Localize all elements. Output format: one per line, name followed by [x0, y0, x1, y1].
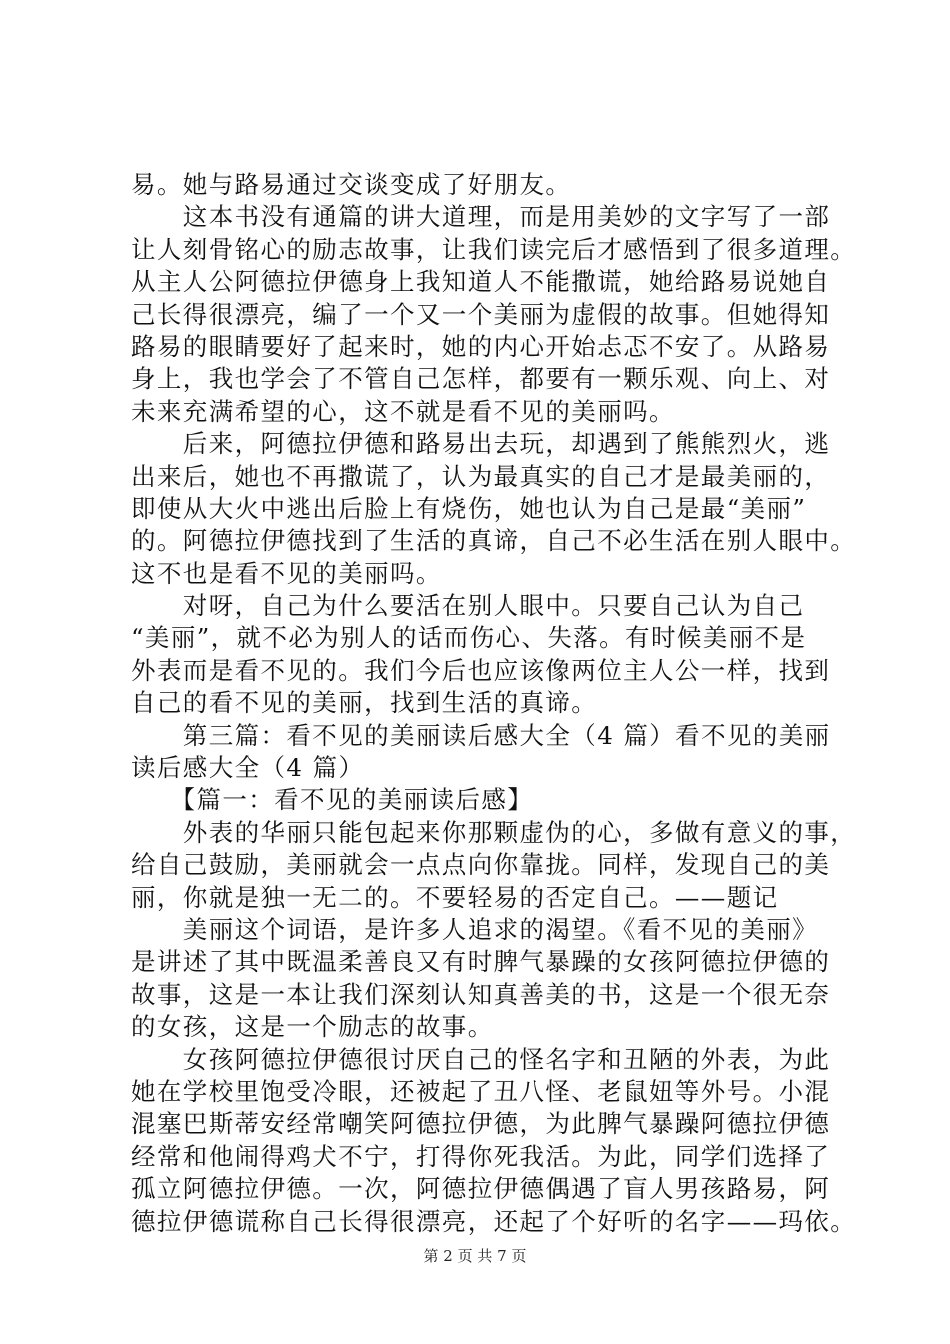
- text-line: 丽，你就是独一无二的。不要轻易的否定自己。——题记: [131, 882, 779, 912]
- text-line: 自己的看不见的美丽，找到生活的真谛。: [131, 688, 598, 718]
- text-line: 的。阿德拉伊德找到了生活的真谛，自己不必生活在别人眼中。: [131, 526, 857, 556]
- text-line: 易。她与路易通过交谈变成了好朋友。: [131, 170, 572, 199]
- text-line: 这本书没有通篇的讲大道理，而是用美妙的文字写了一部: [131, 202, 831, 232]
- text-line: 经常和他闹得鸡犬不宁，打得你死我活。为此，同学们选择了: [131, 1141, 831, 1171]
- text-line: 对呀，自己为什么要活在别人眼中。只要自己认为自己: [131, 591, 805, 621]
- text-line: 孤立阿德拉伊德。一次，阿德拉伊德偶遇了盲人男孩路易，阿: [131, 1174, 831, 1204]
- text-line: 是讲述了其中既温柔善良又有时脾气暴躁的女孩阿德拉伊德的: [131, 947, 831, 977]
- text-line: 让人刻骨铭心的励志故事，让我们读完后才感悟到了很多道理。: [131, 234, 857, 264]
- section-heading: 第三篇：看不见的美丽读后感大全（4 篇）看不见的美丽: [131, 720, 831, 750]
- text-line: 德拉伊德谎称自己长得很漂亮，还起了个好听的名字——玛依。: [131, 1206, 857, 1236]
- text-line: 外表的华丽只能包起来你那颗虚伪的心，多做有意义的事，: [131, 817, 857, 847]
- text-line: 这不也是看不见的美丽吗。: [131, 558, 442, 588]
- text-line: 美丽这个词语，是许多人追求的渴望。《看不见的美丽》: [131, 914, 819, 944]
- text-line: 己长得很漂亮，编了一个又一个美丽为虚假的故事。但她得知: [131, 299, 831, 329]
- text-line: 混塞巴斯蒂安经常嘲笑阿德拉伊德，为此脾气暴躁阿德拉伊德: [131, 1109, 831, 1139]
- text-line: 后来，阿德拉伊德和路易出去玩，却遇到了熊熊烈火，逃: [131, 429, 831, 459]
- text-line: 女孩阿德拉伊德很讨厌自己的怪名字和丑陋的外表，为此: [131, 1044, 831, 1074]
- page-number-footer: 第 2 页 共 7 页: [423, 1247, 527, 1265]
- text-line: 出来后，她也不再撒谎了，认为最真实的自己才是最美丽的，: [131, 461, 831, 491]
- text-line: 的女孩，这是一个励志的故事。: [131, 1012, 494, 1042]
- text-line: “美丽”，就不必为别人的话而伤心、失落。有时候美丽不是: [131, 623, 807, 653]
- text-line: 路易的眼睛要好了起来时，她的内心开始忐忑不安了。从路易: [131, 331, 831, 361]
- text-line: 未来充满希望的心，这不就是看不见的美丽吗。: [131, 396, 675, 426]
- text-line: 从主人公阿德拉伊德身上我知道人不能撒谎，她给路易说她自: [131, 267, 831, 297]
- body-text: [131, 169, 857, 1238]
- text-line: 外表而是看不见的。我们今后也应该像两位主人公一样，找到: [131, 655, 831, 685]
- section-heading: 读后感大全（4 篇）: [131, 753, 365, 783]
- text-line: 即使从大火中逃出后脸上有烧伤，她也认为自己是最“美丽”: [131, 493, 807, 523]
- subsection-heading: 【篇一：看不见的美丽读后感】: [131, 785, 534, 815]
- text-line: 故事，这是一本让我们深刻认知真善美的书，这是一个很无奈: [131, 979, 831, 1009]
- text-line: 身上，我也学会了不管自己怎样，都要有一颗乐观、向上、对: [131, 364, 831, 394]
- text-line: 她在学校里饱受冷眼，还被起了丑八怪、老鼠妞等外号。小混: [131, 1076, 831, 1106]
- text-line: 给自己鼓励，美丽就会一点点向你靠拢。同样，发现自己的美: [131, 850, 831, 880]
